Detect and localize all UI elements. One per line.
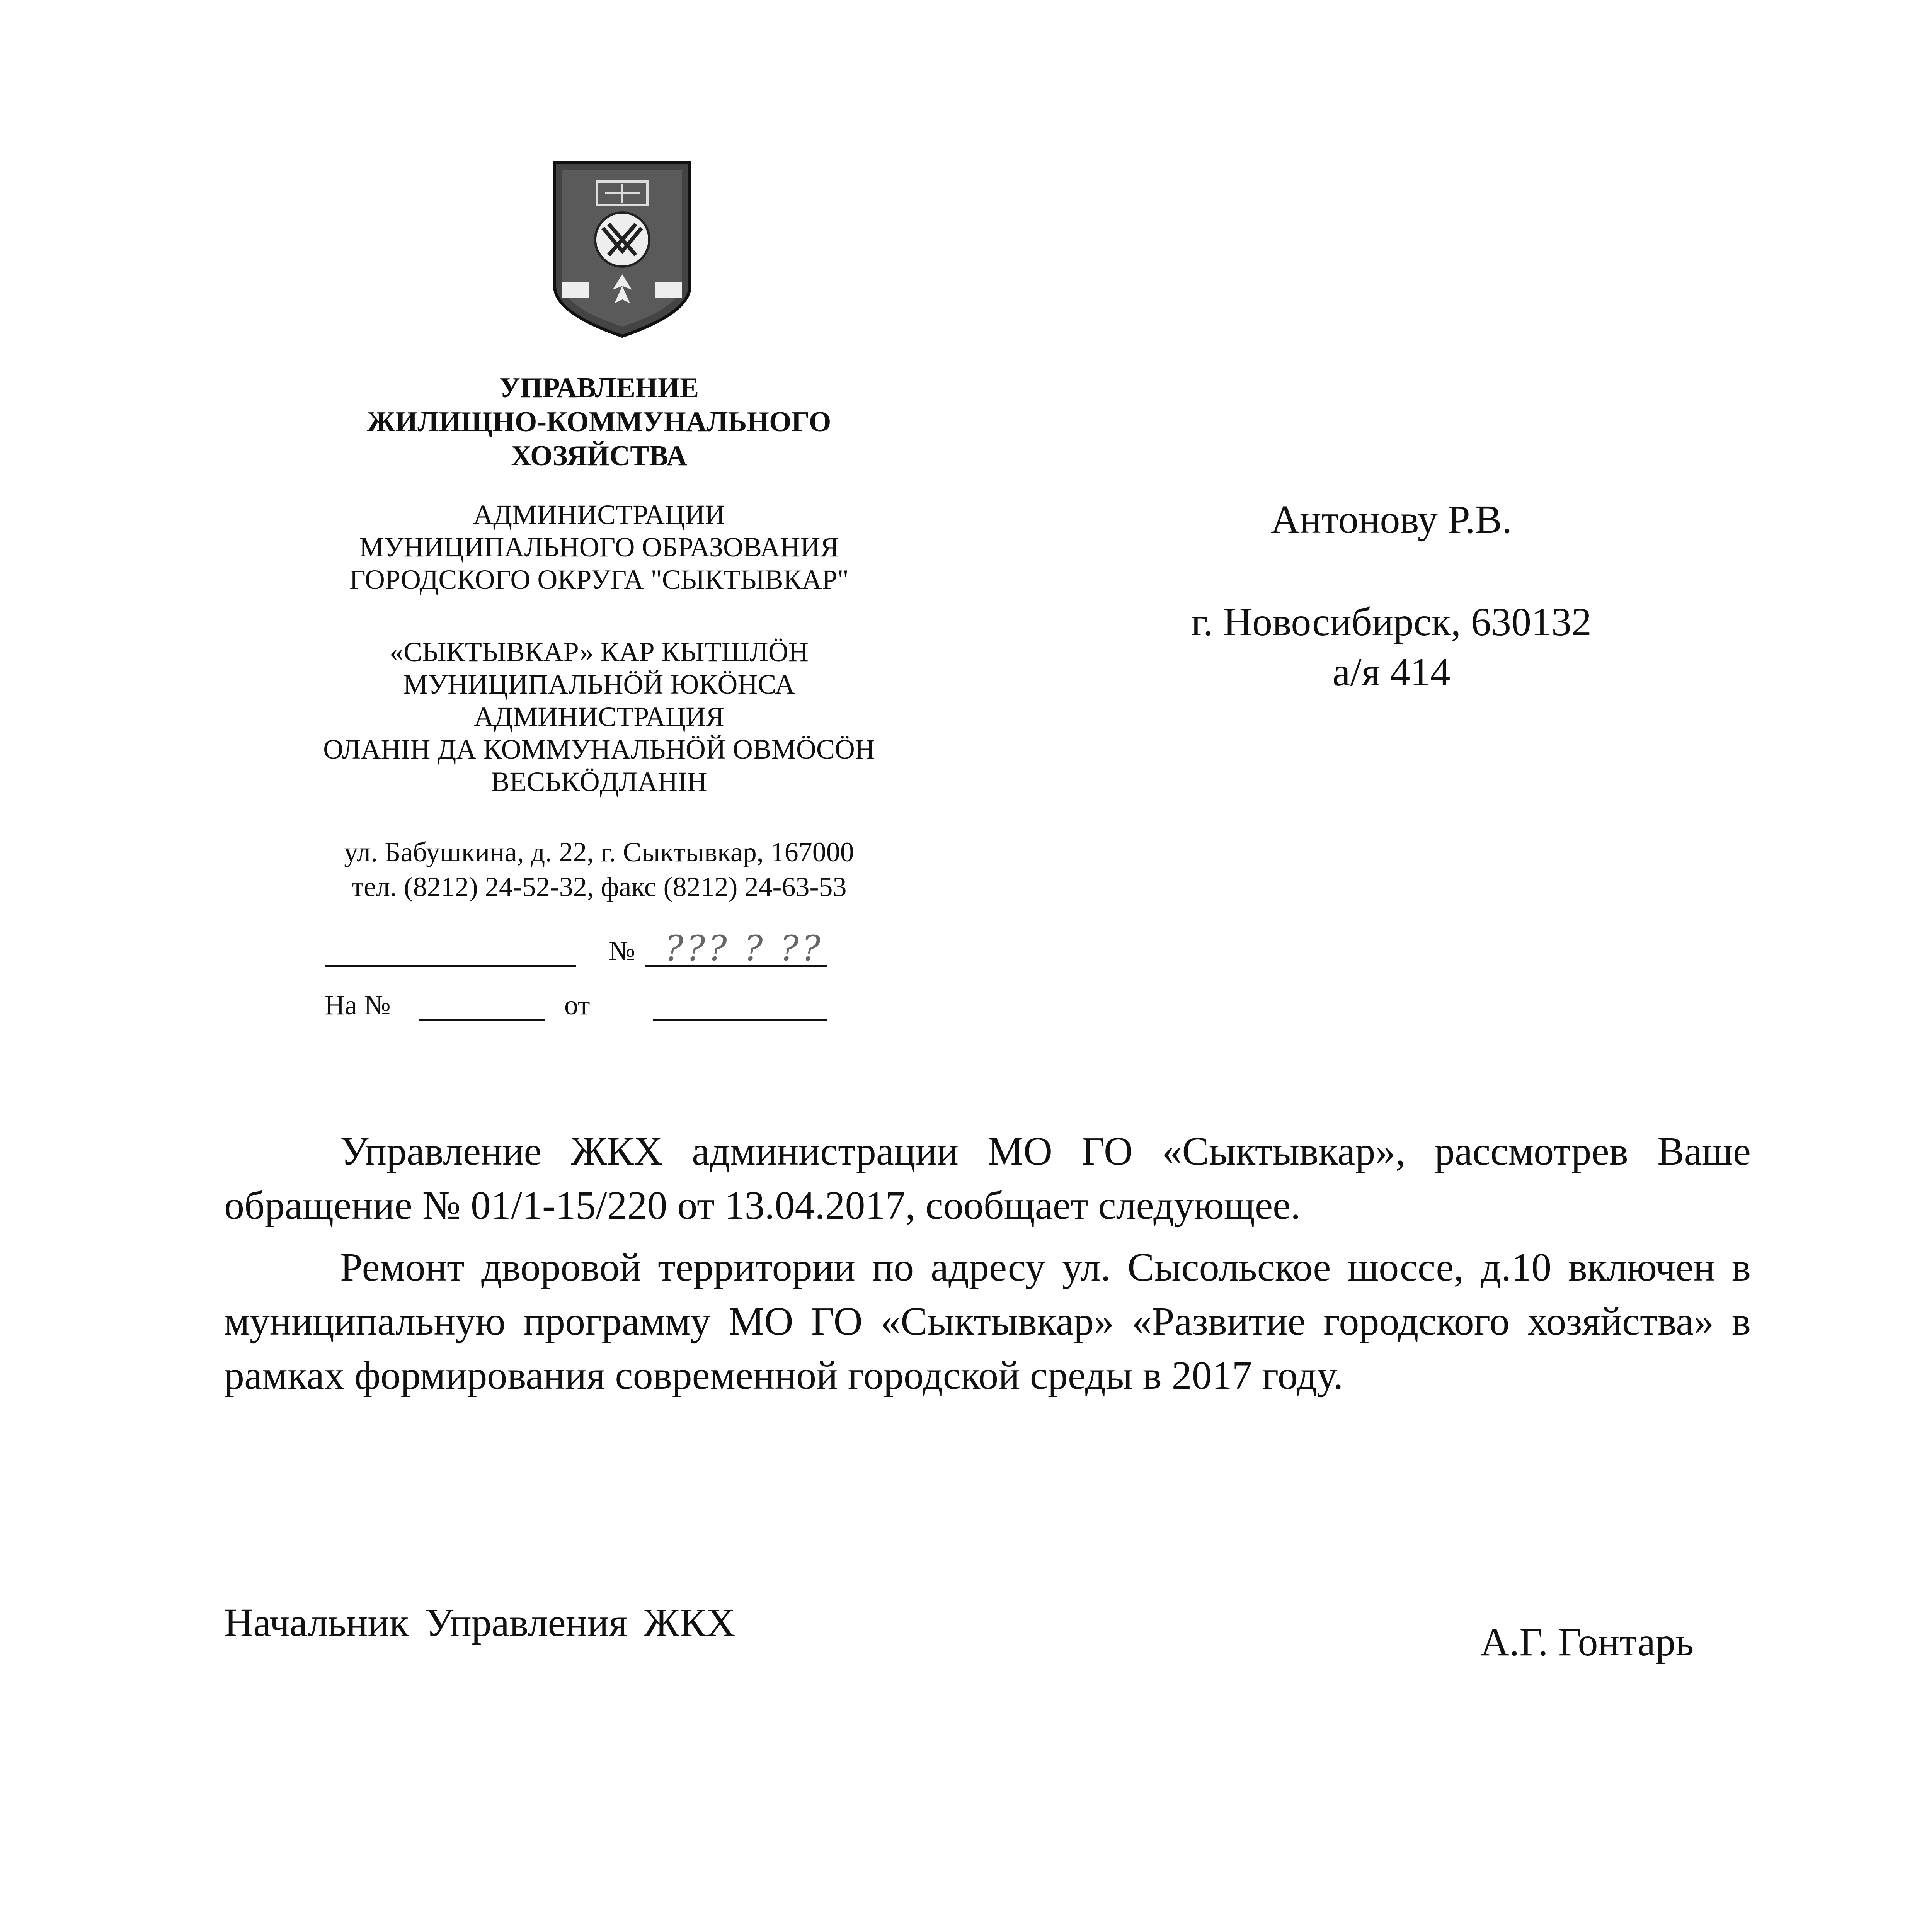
recipient-city: г. Новосибирск, 630132 (1191, 600, 1592, 644)
recipient-po-box: а/я 414 (1332, 650, 1451, 694)
department-line: ЖИЛИЩНО-КОММУНАЛЬНОГО (367, 406, 831, 438)
coat-of-arms-icon (551, 158, 694, 340)
from-blank-line (653, 1019, 827, 1021)
address-line: ул. Бабушкина, д. 22, г. Сыктывкар, 167000 (344, 837, 854, 867)
komi-line: ОЛАНIН ДА КОММУНАЛЬНӦЙ ОВМӦСӦН (323, 734, 875, 765)
komi-line: ВЕСЬКӦДЛАНIН (491, 766, 707, 797)
date-blank-line (325, 965, 576, 967)
administration-line: МУНИЦИПАЛЬНОГО ОБРАЗОВАНИЯ (359, 532, 839, 563)
phone-fax-line: тел. (8212) 24-52-32, факс (8212) 24-63-53 (351, 871, 847, 902)
contact-address (271, 835, 928, 904)
reference-label: На № (325, 990, 391, 1020)
handwritten-number: ??? ? ?? (665, 928, 824, 969)
administration-line: АДМИНИСТРАЦИИ (473, 499, 725, 530)
administration-name-komi (271, 636, 928, 798)
from-label: от (564, 990, 590, 1020)
signatory-name: А.Г. Гонтарь (1480, 1620, 1694, 1664)
administration-line: ГОРОДСКОГО ОКРУГА "СЫКТЫВКАР" (349, 564, 849, 595)
recipient-name: Антонову Р.В. (1270, 497, 1512, 542)
komi-line: МУНИЦИПАЛЬНӦЙ ЮКӦНСА (403, 669, 795, 700)
reference-blank-line (419, 1019, 545, 1021)
outgoing-number-field (325, 928, 889, 974)
body-paragraph: Управление ЖКХ администрации МО ГО «Сыктывкар», рассмотрев Ваше обращение № 01/1-15/220 от 13.04.2017, сообщает следующее. (224, 1129, 1751, 1228)
signatory-title: Начальник Управления ЖКХ (224, 1600, 735, 1645)
komi-line: АДМИНИСТРАЦИЯ (474, 701, 724, 732)
department-line: УПРАВЛЕНИЕ (499, 372, 699, 404)
reference-number-field (325, 989, 889, 1028)
komi-line: «СЫКТЫВКАР» КАР КЫТШЛӦН (390, 636, 809, 667)
administration-name (271, 498, 928, 596)
department-line: ХОЗЯЙСТВА (511, 440, 687, 472)
number-sign: № (609, 935, 635, 966)
body-paragraph: Ремонт дворовой территории по адресу ул. Сысольское шоссе, д.10 включен в муниципальную программу МО ГО «Сыктывкар» «Развитие городского хозяйства» в рамках формирования современной городской среды в 2017 году. (224, 1245, 1751, 1398)
department-name (271, 371, 928, 473)
